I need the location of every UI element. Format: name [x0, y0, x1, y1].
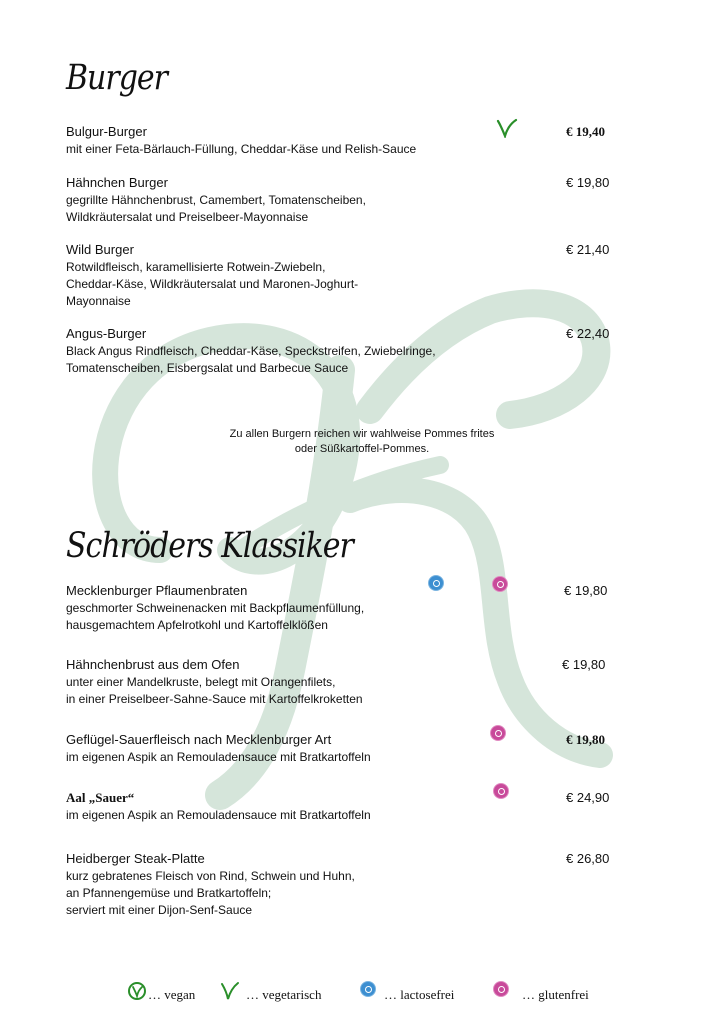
- side-dish-note: [202, 427, 522, 457]
- legend-lactose-free-label: … lactosefrei: [384, 987, 455, 1002]
- menu-item-name: Bulgur-Burger: [66, 124, 147, 139]
- legend-vegan-label: … vegan: [148, 987, 196, 1002]
- gluten-free-icon: [493, 577, 507, 591]
- menu-item-description: Wildkräutersalat und Preiselbeer-Mayonnaise: [66, 210, 309, 224]
- menu-item-price: € 22,40: [566, 326, 610, 341]
- menu-item-description: gegrillte Hähnchenbrust, Camembert, Tomatenscheiben,: [66, 193, 366, 207]
- menu-item-description: Tomatenscheiben, Eisbergsalat und Barbecue Sauce: [66, 361, 349, 375]
- note-line: oder Süßkartoffel-Pommes.: [294, 443, 430, 455]
- menu-item-price: € 19,40: [566, 124, 605, 139]
- menu-item-name: Heidberger Steak-Platte: [66, 851, 205, 866]
- menu-item-description: im eigenen Aspik an Remouladensauce mit Bratkartoffeln: [66, 808, 371, 822]
- lactose-free-icon: [361, 982, 375, 996]
- menu-item-description: im eigenen Aspik an Remouladensauce mit Bratkartoffeln: [66, 750, 371, 764]
- vegetarian-icon: [220, 981, 240, 1001]
- menu-item-price: € 26,80: [566, 851, 610, 866]
- menu-item-name: Aal „Sauer“: [66, 790, 135, 805]
- menu-item-description: Black Angus Rindfleisch, Cheddar-Käse, Speckstreifen, Zwiebelringe,: [66, 344, 436, 358]
- menu-item-description: in einer Preiselbeer-Sahne-Sauce mit Kartoffelkroketten: [66, 692, 363, 706]
- gluten-free-icon: [494, 784, 508, 798]
- section-title-burger: Burger: [66, 58, 168, 99]
- menu-item-description: kurz gebratenes Fleisch von Rind, Schwein und Huhn,: [66, 869, 355, 883]
- menu-item-price: € 21,40: [566, 242, 610, 257]
- gluten-free-icon: [494, 982, 508, 996]
- vegan-icon: [128, 982, 146, 1000]
- menu-item-name: Hähnchen Burger: [66, 175, 168, 190]
- legend-gluten-free-label: … glutenfrei: [522, 987, 589, 1002]
- menu-item-price: € 19,80: [566, 175, 610, 190]
- menu-item-description: hausgemachtem Apfelrotkohl und Kartoffelklößen: [66, 618, 328, 632]
- menu-item-description: serviert mit einer Dijon-Senf-Sauce: [66, 903, 253, 917]
- menu-item-description: Mayonnaise: [66, 294, 131, 308]
- vegetarian-icon: [496, 118, 518, 138]
- menu-item-description: an Pfannengemüse und Bratkartoffeln;: [66, 886, 272, 900]
- menu-item-description: Rotwildfleisch, karamellisierte Rotwein-Zwiebeln,: [66, 260, 326, 274]
- note-line: Zu allen Burgern reichen wir wahlweise Pommes frites: [229, 428, 495, 440]
- menu-item-price: € 19,80: [562, 657, 606, 672]
- menu-item-description: Cheddar-Käse, Wildkräutersalat und Maronen-Joghurt-: [66, 277, 359, 291]
- gluten-free-icon: [491, 726, 505, 740]
- menu-item-price: € 24,90: [566, 790, 610, 805]
- menu-item-name: Hähnchenbrust aus dem Ofen: [66, 657, 240, 672]
- menu-item-name: Angus-Burger: [66, 326, 147, 341]
- lactose-free-icon: [429, 576, 443, 590]
- menu-item-description: unter einer Mandelkruste, belegt mit Orangenfilets,: [66, 675, 336, 689]
- section-title-klassiker: Schröders Klassiker: [66, 526, 353, 567]
- menu-item-price: € 19,80: [566, 732, 605, 747]
- menu-item-description: mit einer Feta-Bärlauch-Füllung, Cheddar-Käse und Relish-Sauce: [66, 142, 417, 156]
- menu-item-description: geschmorter Schweinenacken mit Backpflaumenfüllung,: [66, 601, 365, 615]
- menu-item-name: Geflügel-Sauerfleisch nach Mecklenburger Art: [66, 732, 332, 747]
- menu-item-price: € 19,80: [564, 583, 608, 598]
- menu-item-name: Wild Burger: [66, 242, 134, 257]
- menu-item-name: Mecklenburger Pflaumenbraten: [66, 583, 248, 598]
- legend-vegetarian-label: … vegetarisch: [246, 987, 322, 1002]
